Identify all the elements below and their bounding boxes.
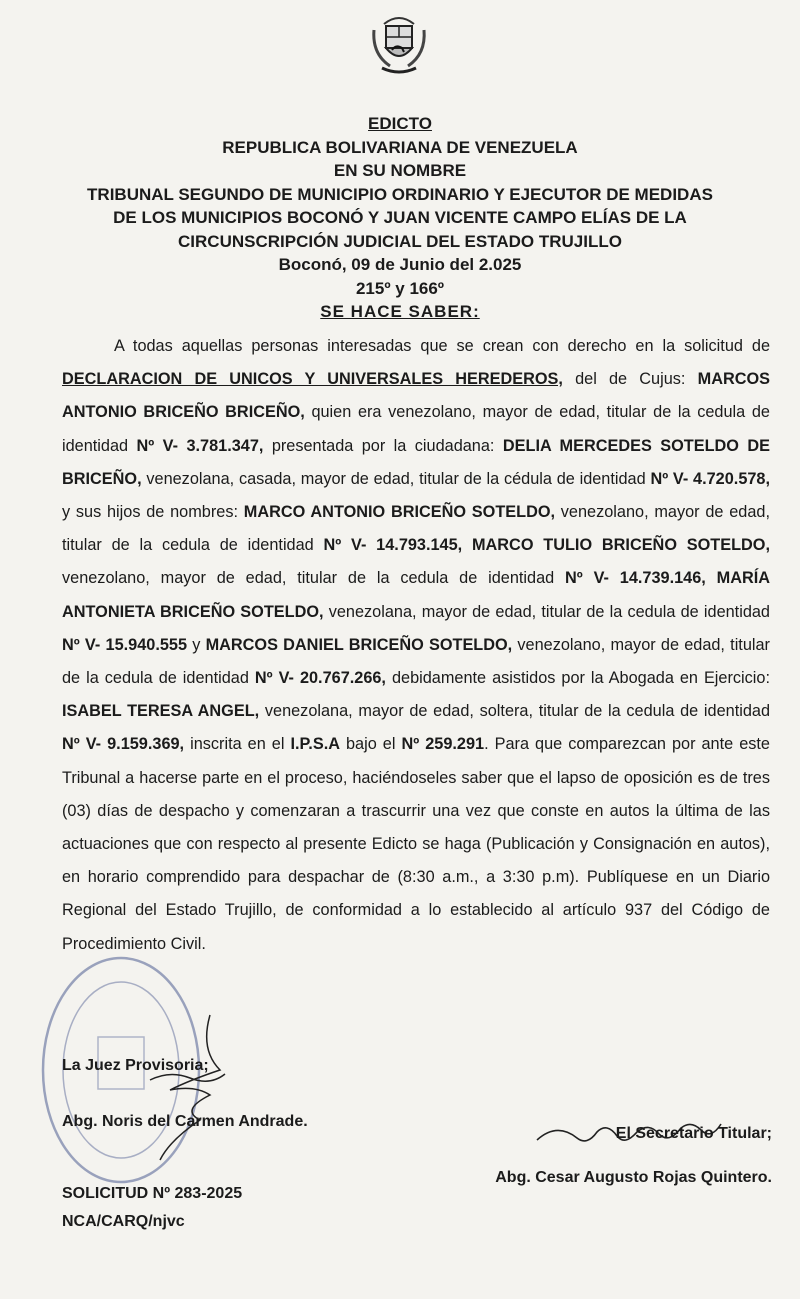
judge-signature-block [62,1038,308,1150]
body-text-span: venezolano, mayor de edad, titular de la cedula de identidad [62,569,566,588]
heir-4-id: Nº V- 20.767.266, [254,669,386,688]
cujus-name: MARCOS ANTONIO BRICEÑO BRICEÑO, [62,370,770,422]
edicto-title: EDICTO [368,114,432,133]
body-text-span: inscrita en el [184,735,291,754]
se-hace-saber-heading: SE HACE SABER: [320,302,480,321]
body-text-span: venezolana, casada, mayor de edad, titular de la cédula de identidad [141,469,651,488]
document-header [40,112,760,324]
heir-3-id: Nº V- 15.940.555 [62,635,188,654]
ipsa-number: Nº 259.291 [401,735,485,754]
tribunal-line-1: TRIBUNAL SEGUNDO DE MUNICIPIO ORDINARIO Y EJECUTOR DE MEDIDAS [87,184,713,204]
en-su-nombre-line: EN SU NOMBRE [333,161,467,180]
body-text-span: debidamente asistidos por la Abogada en Ejercicio: [385,669,770,688]
body-text-span: y sus hijos de nombres: [62,503,244,522]
petitioner-name: DELIA MERCEDES SOTELDO DE BRICEÑO, [62,436,770,488]
lawyer-name: ISABEL TERESA ANGEL, [62,702,260,721]
document-footer [62,1180,242,1236]
date-line: Boconó, 09 de Junio del 2.025 [278,255,522,274]
ipsa-label: I.P.S.A [290,735,340,754]
body-text-span: A todas aquellas personas interesadas que se crean con derecho en la solicitud de [114,337,770,355]
body-text-span: bajo el [339,735,402,754]
secretary-signature-block [442,1112,772,1200]
declaracion-heading: DECLARACION DE UNICOS Y UNIVERSALES HEREDEROS, [62,370,563,389]
tribunal-line-3: CIRCUNSCRIPCIÓN JUDICIAL DEL ESTADO TRUJILLO [178,231,622,251]
edict-body [62,330,770,961]
coat-of-arms-icon [364,10,434,82]
body-text-span: . Para que comparezcan por ante este Tribunal a hacerse parte en el proceso, haciéndoseles saber que el lapso de oposición es de tres (03) días de despacho y comenzaran a trascurrir una vez que conste en autos la última de las actuaciones que con respecto al presente Edicto se haga (Publicación y Consignación en autos), en horario comprendido para despachar de (8:30 a.m., a 3:30 p.m). Publíquese en un Diario Regional del Estado Trujillo, de conformidad a lo establecido al artículo 937 del Código de Procedimiento Civil. [62,735,770,953]
judge-name: Abg. Noris del Carmen Andrade. [62,1113,308,1130]
body-text-span: y [187,635,206,654]
secretary-title: El Secretario Titular; [615,1125,772,1142]
petitioner-id: Nº V- 4.720.578, [650,469,771,488]
body-text-span: del de Cujus: [562,370,698,389]
tribunal-line-2: DE LOS MUNICIPIOS BOCONÓ Y JUAN VICENTE CAMPO ELÍAS DE LA [113,208,687,227]
cujus-id: Nº V- 3.781.347, [136,436,264,455]
heir-4-name: MARCOS DANIEL BRICEÑO SOTELDO, [205,635,513,654]
secretary-name: Abg. Cesar Augusto Rojas Quintero. [495,1169,772,1186]
body-text-span: venezolana, mayor de edad, soltera, titular de la cedula de identidad [259,702,771,721]
reference-initials: NCA/CARQ/njvc [62,1213,185,1230]
judge-title: La Juez Provisoria; [62,1057,209,1074]
lawyer-id: Nº V- 9.159.369, [62,735,185,754]
heir-3-name: Nº V- 14.739.146, MARÍA ANTONIETA BRICEÑO SOTELDO, [62,569,770,621]
republica-line: REPUBLICA BOLIVARIANA DE VENEZUELA [222,137,578,157]
body-text-span: presentada por la ciudadana: [263,436,503,455]
heir-2-name: Nº V- 14.793.145, MARCO TULIO BRICEÑO SOTELDO, [323,536,770,555]
body-paragraph [62,330,770,961]
body-text-span: venezolano, mayor de edad, titular de la cedula de identidad [62,503,770,555]
body-text-span: quien era venezolano, mayor de edad, titular de la cedula de identidad [62,403,770,455]
body-text-span: venezolano, mayor de edad, titular de la cedula de identidad [62,635,770,688]
heir-1-name: MARCO ANTONIO BRICEÑO SOTELDO, [243,503,556,522]
years-line: 215º y 166º [355,278,445,298]
solicitud-number: SOLICITUD Nº 283-2025 [62,1185,243,1202]
body-text-span: venezolana, mayor de edad, titular de la cedula de identidad [323,602,770,621]
